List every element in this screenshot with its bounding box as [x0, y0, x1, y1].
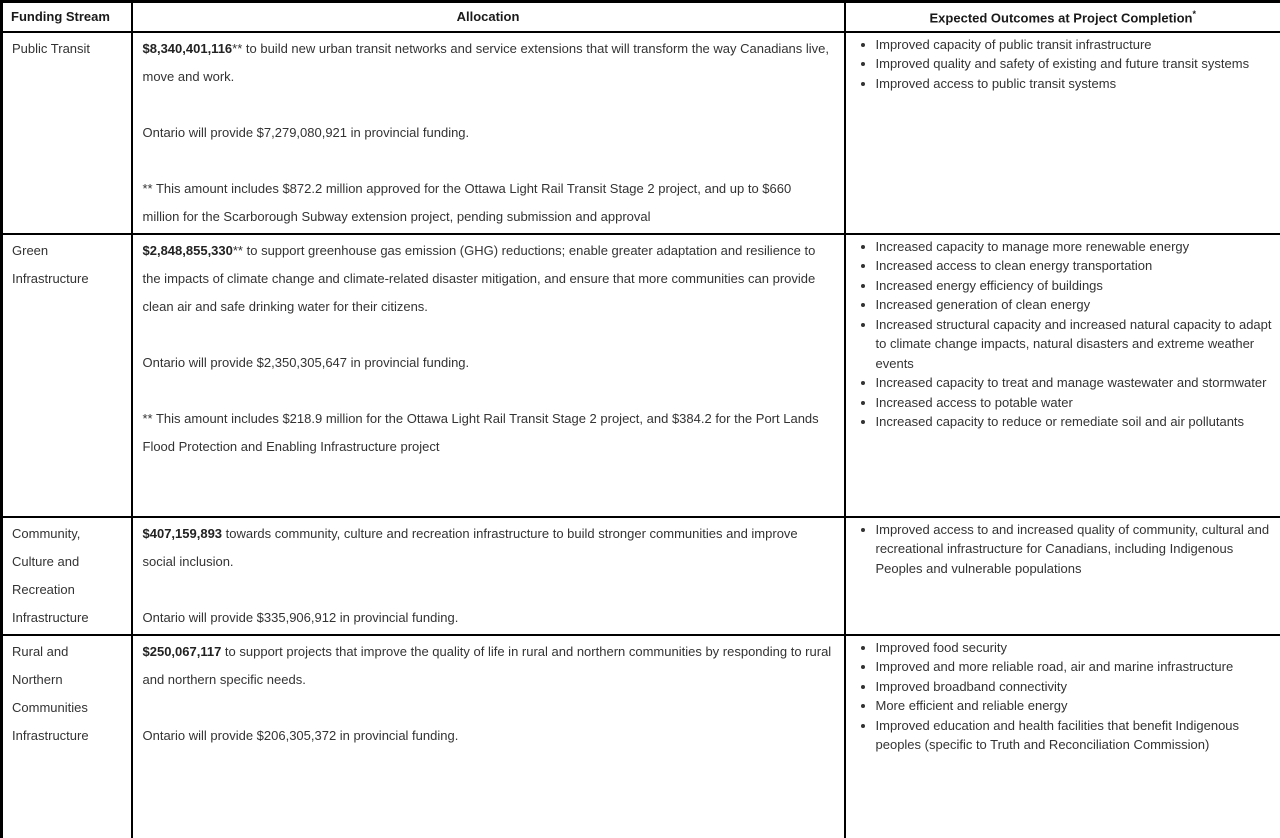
column-header-funding-stream: Funding Stream [2, 2, 132, 32]
outcome-item: • Increased access to potable water [876, 393, 1273, 413]
outcome-item: • Improved food security [876, 638, 1273, 658]
outcomes-cell [845, 635, 1280, 838]
allocation-paragraph: ** This amount includes $872.2 million approved for the Ottawa Light Rail Transit Stage 2 project, and up to $660 million for the Scarborough Subway extension project, pending submission and approval [142, 180, 792, 224]
funding-stream-label: Green Infrastructure [12, 242, 89, 286]
allocation-amount: $2,848,855,330 [142, 242, 233, 258]
outcome-item: • Improved access to and increased quality of community, cultural and recreational infrastructure for Canadians, including Indigenous Peoples and vulnerable populations [876, 520, 1273, 579]
column-header-allocation: Allocation [132, 2, 845, 32]
allocation-amount-note: ** [232, 242, 243, 258]
outcome-item: • Increased capacity to reduce or remediate soil and air pollutants [876, 412, 1273, 432]
outcome-item: • Increased structural capacity and increased natural capacity to adapt to climate change impacts, natural disasters and extreme weather events [876, 315, 1273, 374]
outcomes-list [854, 35, 1273, 94]
table-header [2, 2, 1280, 32]
allocation-lead-paragraph [143, 35, 832, 91]
allocation-lead-text: towards community, culture and recreation infrastructure to build stronger communities and improve social inclusion. [142, 525, 798, 569]
outcome-item: • Improved and more reliable road, air and marine infrastructure [876, 657, 1273, 677]
outcomes-header-footnote-marker: * [1192, 8, 1196, 19]
outcome-item: • Improved broadband connectivity [876, 677, 1273, 697]
allocation-paragraph: ** This amount includes $218.9 million for the Ottawa Light Rail Transit Stage 2 project, and $384.2 for the Port Lands Flood Protection and Enabling Infrastructure project [142, 410, 819, 454]
column-header-expected-outcomes-label: Expected Outcomes at Project Completion [929, 9, 1193, 25]
column-header-expected-outcomes [845, 2, 1280, 32]
outcomes-list [854, 237, 1273, 432]
outcome-item: • Improved education and health facilities that benefit Indigenous peoples (specific to Truth and Reconciliation Commission) [876, 716, 1273, 755]
allocation-lead-text: to support greenhouse gas emission (GHG) reductions; enable greater adaptation and resilience to the impacts of climate change and climate-related disaster mitigation, and ensure that more communities can provide clean air and safe drinking water for their citizens. [142, 242, 816, 314]
outcomes-cell [845, 517, 1280, 635]
table-body [2, 32, 1280, 838]
table-row [2, 635, 1280, 838]
allocation-cell [132, 32, 845, 234]
outcome-item: • More efficient and reliable energy [876, 696, 1273, 716]
table-row [2, 517, 1280, 635]
allocation-lead-paragraph [143, 638, 832, 694]
allocation-cell [132, 234, 845, 517]
allocation-lead-paragraph [143, 237, 832, 321]
outcomes-cell [845, 32, 1280, 234]
outcome-item: • Increased generation of clean energy [876, 295, 1273, 315]
table-row [2, 234, 1280, 517]
outcomes-list [854, 520, 1273, 579]
allocation-amount-note: ** [232, 40, 243, 56]
allocation-amount: $407,159,893 [142, 525, 223, 541]
outcome-item: • Increased energy efficiency of buildings [876, 276, 1273, 296]
funding-stream-label: Rural and Northern Communities Infrastructure [12, 643, 89, 743]
allocation-cell [132, 517, 845, 635]
allocation-lead-text: to build new urban transit networks and service extensions that will transform the way Canadians live, move and work. [142, 40, 830, 84]
funding-stream-cell [2, 32, 132, 234]
funding-stream-cell [2, 517, 132, 635]
allocation-paragraph: Ontario will provide $335,906,912 in provincial funding. [142, 609, 459, 625]
outcome-item: • Improved capacity of public transit infrastructure [876, 35, 1273, 55]
allocation-paragraph: Ontario will provide $2,350,305,647 in provincial funding. [142, 354, 470, 370]
outcomes-cell [845, 234, 1280, 517]
funding-stream-label: Community, Culture and Recreation Infrastructure [12, 525, 89, 625]
funding-stream-cell [2, 635, 132, 838]
allocation-paragraph: Ontario will provide $7,279,080,921 in provincial funding. [142, 124, 470, 140]
outcome-item: • Increased capacity to treat and manage wastewater and stormwater [876, 373, 1273, 393]
outcomes-list [854, 638, 1273, 755]
allocation-amount: $8,340,401,116 [142, 40, 233, 56]
funding-stream-label: Public Transit [12, 40, 91, 56]
allocation-lead-text: to support projects that improve the quality of life in rural and northern communities by responding to rural and northern specific needs. [142, 643, 832, 687]
outcome-item: • Increased capacity to manage more renewable energy [876, 237, 1273, 257]
allocation-cell [132, 635, 845, 838]
header-row [2, 2, 1280, 32]
outcome-item: • Improved quality and safety of existing and future transit systems [876, 54, 1273, 74]
table-row [2, 32, 1280, 234]
outcome-item: • Increased access to clean energy transportation [876, 256, 1273, 276]
funding-stream-cell [2, 234, 132, 517]
allocation-paragraph: Ontario will provide $206,305,372 in provincial funding. [142, 727, 459, 743]
allocation-lead-paragraph [143, 520, 832, 576]
allocation-amount: $250,067,117 [142, 643, 222, 659]
outcome-item: • Improved access to public transit systems [876, 74, 1273, 94]
